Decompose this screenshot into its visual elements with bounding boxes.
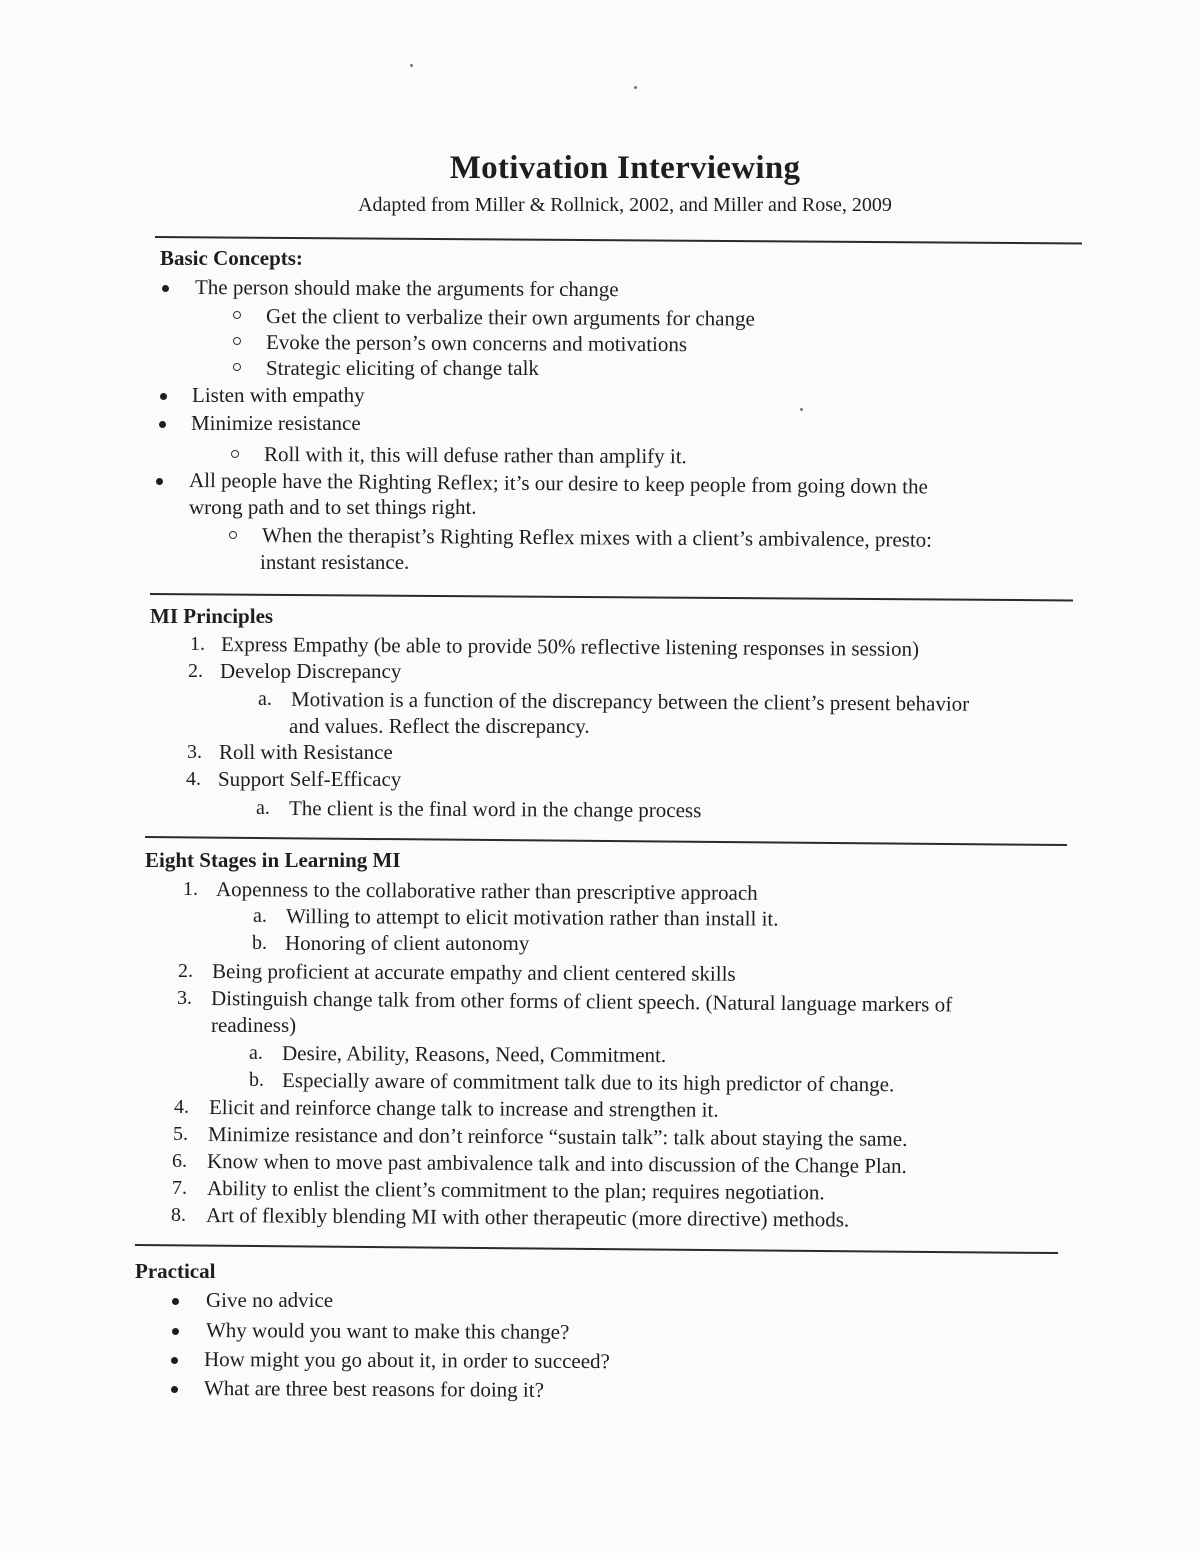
section-heading-eight-stages: Eight Stages in Learning MI bbox=[145, 848, 401, 872]
list-item: Express Empathy (be able to provide 50% reflective listening responses in session) bbox=[220, 632, 920, 661]
circle-bullet-icon bbox=[233, 311, 241, 319]
list-item: Strategic eliciting of change talk bbox=[266, 356, 539, 380]
scan-speck bbox=[634, 86, 637, 89]
section-divider bbox=[155, 236, 1082, 244]
list-number: 2. bbox=[178, 960, 193, 982]
list-item: When the therapist’s Righting Reflex mixes with a client’s ambivalence, presto: bbox=[261, 523, 933, 552]
list-number: 3. bbox=[177, 987, 192, 1009]
list-item: Motivation is a function of the discrepancy between the client’s present behavior bbox=[290, 687, 970, 716]
list-number: 2. bbox=[188, 660, 203, 682]
bullet-icon bbox=[162, 285, 169, 292]
list-number: 8. bbox=[171, 1204, 186, 1226]
list-letter: a. bbox=[258, 688, 272, 710]
section-heading-practical: Practical bbox=[135, 1259, 216, 1283]
document-title: Motivation Interviewing bbox=[449, 150, 801, 186]
bullet-icon bbox=[160, 393, 167, 400]
list-item: Get the client to verbalize their own arguments for change bbox=[265, 304, 755, 331]
list-item: Evoke the person’s own concerns and motivations bbox=[265, 330, 688, 357]
bullet-icon bbox=[171, 1357, 178, 1364]
section-divider bbox=[135, 1244, 1058, 1254]
list-number: 4. bbox=[174, 1096, 189, 1118]
list-item: Aopenness to the collaborative rather than prescriptive approach bbox=[215, 877, 758, 905]
list-item: All people have the Righting Reflex; it’s our desire to keep people from going down the bbox=[188, 468, 929, 499]
section-divider bbox=[150, 593, 1073, 601]
list-item: Being proficient at accurate empathy and client centered skills bbox=[211, 959, 736, 986]
list-letter: a. bbox=[253, 905, 267, 927]
list-item: Distinguish change talk from other forms of client speech. (Natural language markers of bbox=[210, 986, 953, 1017]
list-item-continuation: wrong path and to set things right. bbox=[189, 495, 477, 519]
scan-speck bbox=[800, 408, 803, 411]
list-item: How might you go about it, in order to succeed? bbox=[203, 1347, 610, 1374]
bullet-icon bbox=[171, 1386, 178, 1393]
circle-bullet-icon bbox=[233, 363, 241, 371]
list-number: 7. bbox=[172, 1177, 187, 1199]
list-item: Listen with empathy bbox=[192, 383, 365, 407]
bullet-icon bbox=[159, 421, 166, 428]
list-letter: a. bbox=[249, 1042, 263, 1064]
list-item: Art of flexibly blending MI with other therapeutic (more directive) methods. bbox=[205, 1203, 850, 1232]
list-item-continuation: readiness) bbox=[211, 1013, 297, 1037]
list-item: What are three best reasons for doing it? bbox=[203, 1376, 545, 1402]
list-item: The client is the final word in the change process bbox=[288, 796, 702, 823]
list-item: Minimize resistance and don’t reinforce “sustain talk”: talk about staying the same. bbox=[207, 1122, 908, 1151]
list-item: Desire, Ability, Reasons, Need, Commitment. bbox=[281, 1041, 667, 1068]
list-item: Roll with it, this will defuse rather than amplify it. bbox=[263, 442, 687, 469]
circle-bullet-icon bbox=[229, 531, 237, 539]
bullet-icon bbox=[172, 1328, 179, 1335]
circle-bullet-icon bbox=[233, 337, 241, 345]
list-item: Especially aware of commitment talk due to its high predictor of change. bbox=[281, 1068, 895, 1097]
section-heading-basic-concepts: Basic Concepts: bbox=[160, 246, 303, 270]
list-item: Minimize resistance bbox=[191, 411, 361, 435]
list-letter: b. bbox=[249, 1069, 264, 1091]
list-number: 4. bbox=[186, 768, 201, 790]
list-item: Support Self-Efficacy bbox=[218, 767, 402, 791]
list-item: Honoring of client autonomy bbox=[285, 931, 530, 955]
list-number: 5. bbox=[173, 1123, 188, 1145]
list-item: Ability to enlist the client’s commitment to the plan; requires negotiation. bbox=[206, 1176, 825, 1205]
list-item: Roll with Resistance bbox=[219, 740, 393, 764]
list-number: 1. bbox=[190, 633, 205, 655]
bullet-icon bbox=[172, 1298, 179, 1305]
list-item: Willing to attempt to elicit motivation rather than install it. bbox=[285, 904, 779, 931]
list-item: Give no advice bbox=[206, 1288, 334, 1312]
list-number: 1. bbox=[183, 878, 198, 900]
section-divider bbox=[145, 836, 1067, 846]
list-item: The person should make the arguments for change bbox=[194, 275, 619, 302]
list-number: 6. bbox=[172, 1150, 187, 1172]
list-item: Know when to move past ambivalence talk and into discussion of the Change Plan. bbox=[206, 1149, 907, 1178]
bullet-icon bbox=[156, 478, 163, 485]
list-item-continuation: and values. Reflect the discrepancy. bbox=[289, 714, 590, 738]
list-item: Why would you want to make this change? bbox=[205, 1318, 570, 1344]
list-number: 3. bbox=[187, 741, 202, 763]
list-item-continuation: instant resistance. bbox=[260, 550, 410, 574]
list-letter: a. bbox=[256, 797, 270, 819]
list-item: Elicit and reinforce change talk to increase and strengthen it. bbox=[208, 1095, 719, 1122]
list-letter: b. bbox=[252, 932, 267, 954]
document-subtitle: Adapted from Miller & Rollnick, 2002, and Miller and Rose, 2009 bbox=[358, 194, 892, 216]
list-item: Develop Discrepancy bbox=[220, 659, 402, 683]
circle-bullet-icon bbox=[231, 450, 239, 458]
section-heading-mi-principles: MI Principles bbox=[150, 604, 274, 628]
scan-speck bbox=[410, 64, 413, 67]
